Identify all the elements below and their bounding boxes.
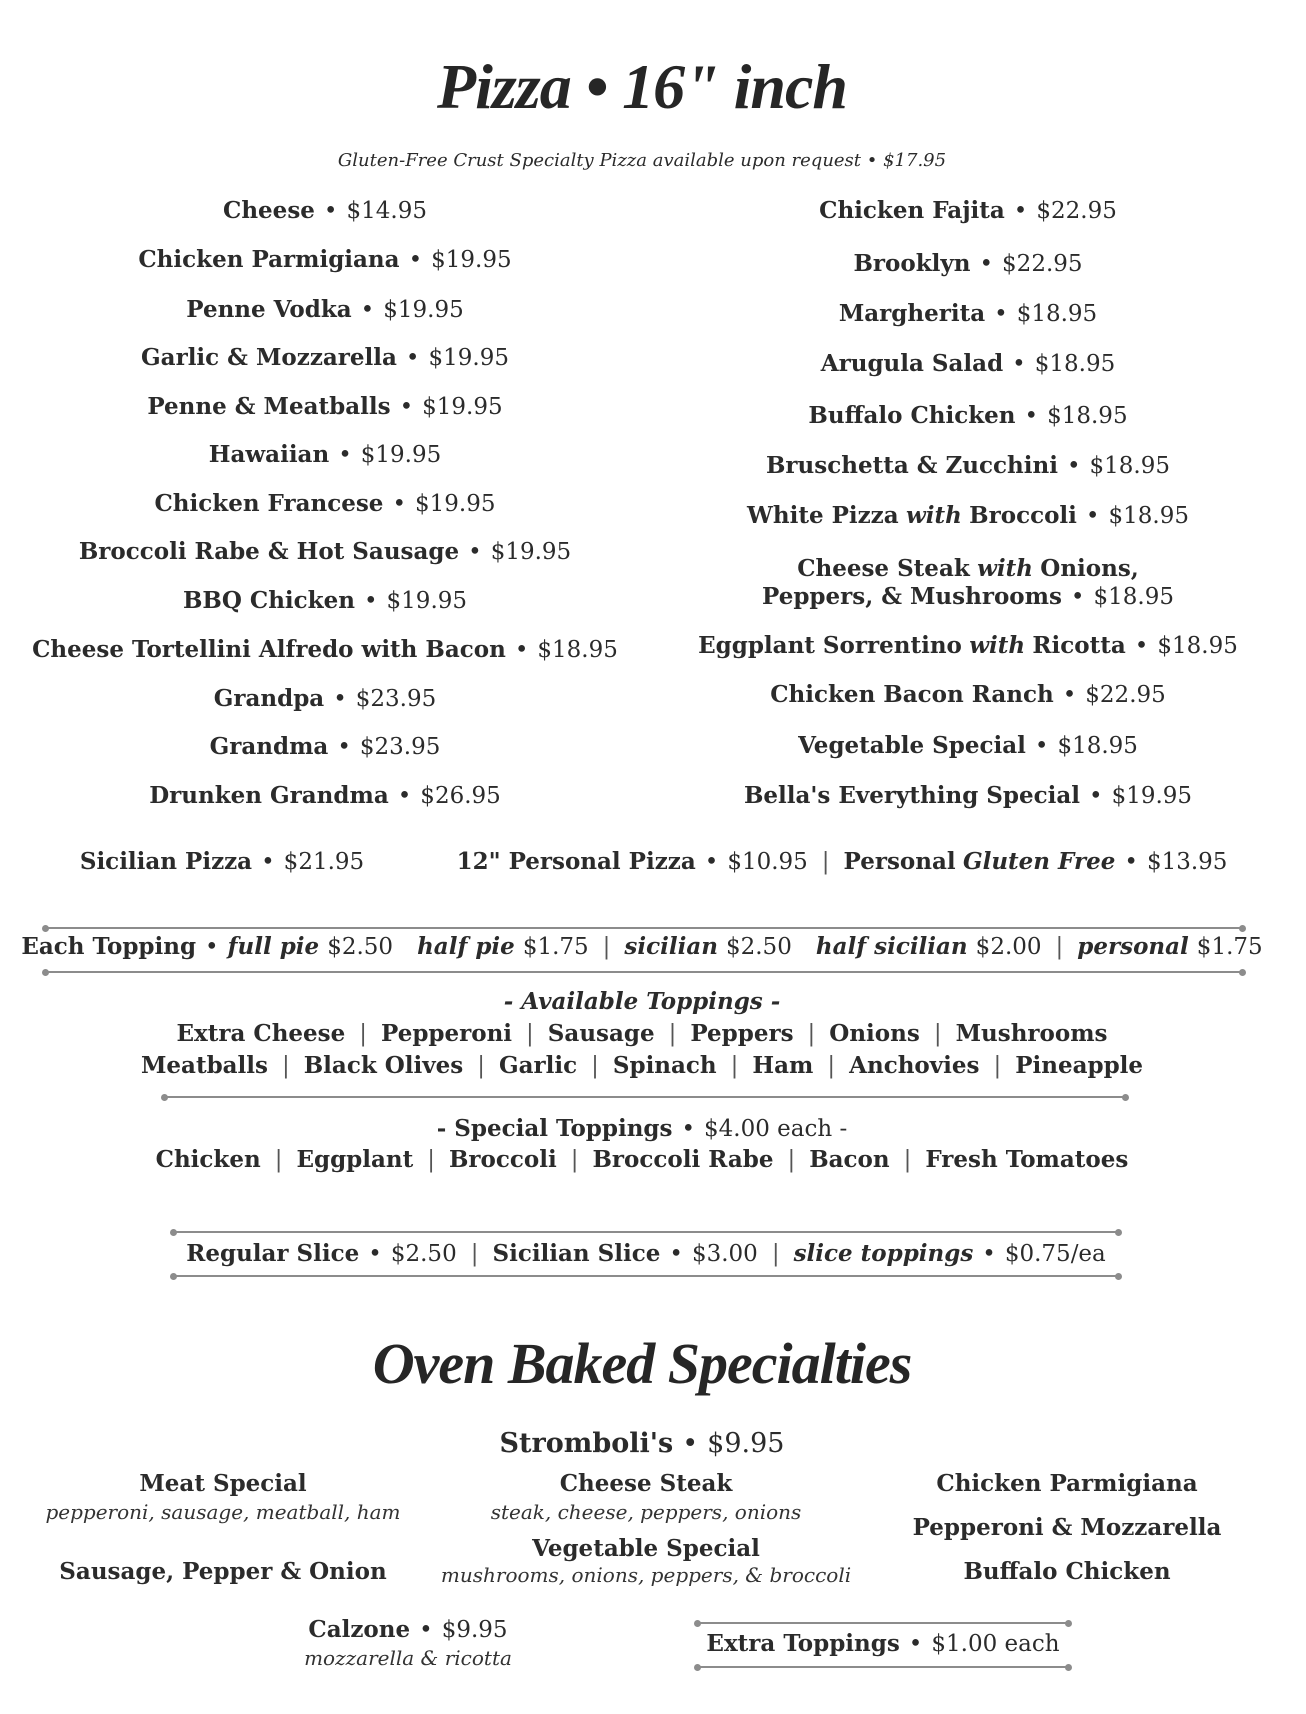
topping-name: Pepperoni	[381, 1020, 513, 1047]
topping-price-value: $2.00	[975, 934, 1042, 960]
topping-name: Mushrooms	[955, 1020, 1108, 1047]
pizza-item: Chicken Parmigiana • $19.95	[138, 246, 512, 273]
topping-price-label: full pie	[227, 933, 320, 960]
sausage-pepper-name: Sausage, Pepper & Onion	[59, 1558, 387, 1585]
slice-price: $2.50	[390, 1241, 457, 1267]
topping-name: Spinach	[612, 1052, 717, 1079]
pizza-item: Cheese Tortellini Alfredo with Bacon • $18.95	[32, 636, 618, 663]
meat-special-desc: pepperoni, sausage, meatball, ham	[45, 1500, 401, 1524]
vegetable-special-name: Vegetable Special	[532, 1535, 760, 1562]
available-toppings-title: - Available Toppings -	[503, 988, 781, 1015]
pizza-item: BBQ Chicken • $19.95	[182, 587, 468, 614]
pizza-item: Eggplant Sorrentino with Ricotta • $18.95	[698, 632, 1238, 659]
pizza-item: White Pizza with Broccoli • $18.95	[747, 502, 1189, 529]
topping-name: Extra Cheese	[176, 1020, 346, 1047]
vegetable-special-desc: mushrooms, onions, peppers, & broccoli	[440, 1563, 852, 1587]
topping-name: Fresh Tomatoes	[925, 1146, 1129, 1173]
topping-price-label: half sicilian	[815, 933, 968, 960]
available-toppings-row: Extra Cheese | Pepperoni | Sausage | Peppers | Onions | Mushrooms	[176, 1020, 1108, 1047]
topping-name: Chicken	[155, 1146, 261, 1173]
stromboli-item: Stromboli's • $9.95	[499, 1428, 785, 1459]
pizza-item: Broccoli Rabe & Hot Sausage • $19.95	[78, 538, 572, 565]
meat-special-name: Meat Special	[139, 1470, 307, 1497]
divider-line	[45, 927, 1243, 929]
cheese-steak-name: Cheese Steak	[559, 1470, 733, 1497]
divider-line	[164, 1096, 1126, 1098]
topping-name: Broccoli Rabe	[592, 1146, 774, 1173]
pizza-title: Pizza • 16" inch	[437, 51, 847, 122]
gluten-free-note: Gluten-Free Crust Specialty Pizza available upon request • $17.95	[337, 150, 947, 171]
pizza-item: Cheese • $14.95	[223, 197, 427, 224]
pizza-item: Hawaiian • $19.95	[208, 441, 442, 468]
topping-name: Eggplant	[296, 1146, 414, 1173]
divider-line	[173, 1275, 1119, 1277]
personal-pizza-item: 12" Personal Pizza • $10.95 | Personal Gluten Free • $13.95	[456, 848, 1228, 875]
special-toppings-row: Chicken | Eggplant | Broccoli | Broccoli Rabe | Bacon | Fresh Tomatoes	[155, 1146, 1129, 1173]
divider-line	[173, 1231, 1119, 1233]
calzone-item: Calzone • $9.95	[308, 1616, 508, 1643]
topping-name: Onions	[829, 1020, 920, 1047]
slice-name: Regular Slice	[186, 1240, 360, 1267]
oven-title: Oven Baked Specialties	[372, 1331, 912, 1396]
topping-name: Black Olives	[303, 1052, 464, 1079]
pizza-item: Buffalo Chicken • $18.95	[808, 402, 1128, 429]
topping-price-label: personal	[1077, 933, 1189, 960]
pizza-item: Penne Vodka • $19.95	[186, 296, 464, 323]
topping-name: Meatballs	[140, 1052, 268, 1079]
topping-name: Pineapple	[1015, 1052, 1144, 1079]
available-toppings-row: Meatballs | Black Olives | Garlic | Spinach | Ham | Anchovies | Pineapple	[140, 1052, 1144, 1079]
pizza-item: Cheese Steak with Onions, Peppers, & Mushrooms • $18.95	[762, 555, 1174, 610]
topping-price-label: sicilian	[624, 933, 718, 960]
topping-prices: Each Topping • full pie $2.50 half pie $1.75 | sicilian $2.50 half sicilian $2.00 | personal $1.75	[21, 933, 1263, 960]
pizza-item: Chicken Fajita • $22.95	[819, 197, 1117, 224]
pizza-item: Margherita • $18.95	[838, 300, 1098, 327]
topping-name: Ham	[752, 1052, 814, 1079]
topping-price-value: $1.75	[522, 934, 589, 960]
topping-name: Anchovies	[849, 1052, 980, 1079]
topping-name: Broccoli	[448, 1146, 557, 1173]
slice-name: slice toppings	[793, 1240, 974, 1267]
topping-name: Sausage	[547, 1020, 655, 1047]
slice-name: Sicilian Slice	[492, 1240, 661, 1267]
pizza-item: Grandma • $23.95	[209, 733, 441, 760]
pizza-item: Penne & Meatballs • $19.95	[147, 393, 503, 420]
special-toppings-title: - Special Toppings • $4.00 each -	[436, 1115, 848, 1142]
pizza-item: Brooklyn • $22.95	[853, 250, 1083, 277]
topping-name: Bacon	[809, 1146, 890, 1173]
pizza-item: Drunken Grandma • $26.95	[149, 782, 501, 809]
stromboli-right-item: Buffalo Chicken	[963, 1558, 1171, 1585]
topping-price-label: half pie	[417, 933, 515, 960]
pizza-item: Grandpa • $23.95	[213, 685, 437, 712]
pizza-item: Bruschetta & Zucchini • $18.95	[765, 452, 1171, 479]
topping-name: Peppers	[690, 1020, 794, 1047]
pizza-item: Vegetable Special • $18.95	[798, 732, 1138, 759]
sicilian-pizza-item: Sicilian Pizza • $21.95	[79, 848, 365, 875]
divider-line	[45, 971, 1243, 973]
topping-name: Garlic	[498, 1052, 578, 1079]
pizza-item: Bella's Everything Special • $19.95	[743, 782, 1193, 809]
cheese-steak-desc: steak, cheese, peppers, onions	[490, 1500, 802, 1524]
pizza-item: Chicken Bacon Ranch • $22.95	[770, 681, 1166, 708]
divider-line	[697, 1622, 1069, 1624]
slice-price: $0.75/ea	[1004, 1241, 1106, 1267]
divider-line	[697, 1666, 1069, 1668]
slice-price: $3.00	[691, 1241, 758, 1267]
pizza-item: Arugula Salad • $18.95	[820, 350, 1116, 377]
slice-prices: Regular Slice • $2.50 | Sicilian Slice • $3.00 | slice toppings • $0.75/ea	[186, 1240, 1106, 1267]
pizza-item: Garlic & Mozzarella • $19.95	[141, 344, 509, 371]
extra-toppings-item: Extra Toppings • $1.00 each	[706, 1630, 1060, 1657]
stromboli-right-item: Pepperoni & Mozzarella	[912, 1514, 1222, 1541]
topping-price-value: $2.50	[327, 934, 394, 960]
calzone-desc: mozzarella & ricotta	[304, 1646, 512, 1670]
pizza-item: Chicken Francese • $19.95	[154, 490, 496, 517]
topping-price-value: $1.75	[1196, 934, 1263, 960]
topping-price-value: $2.50	[725, 934, 792, 960]
stromboli-right-item: Chicken Parmigiana	[936, 1470, 1198, 1497]
